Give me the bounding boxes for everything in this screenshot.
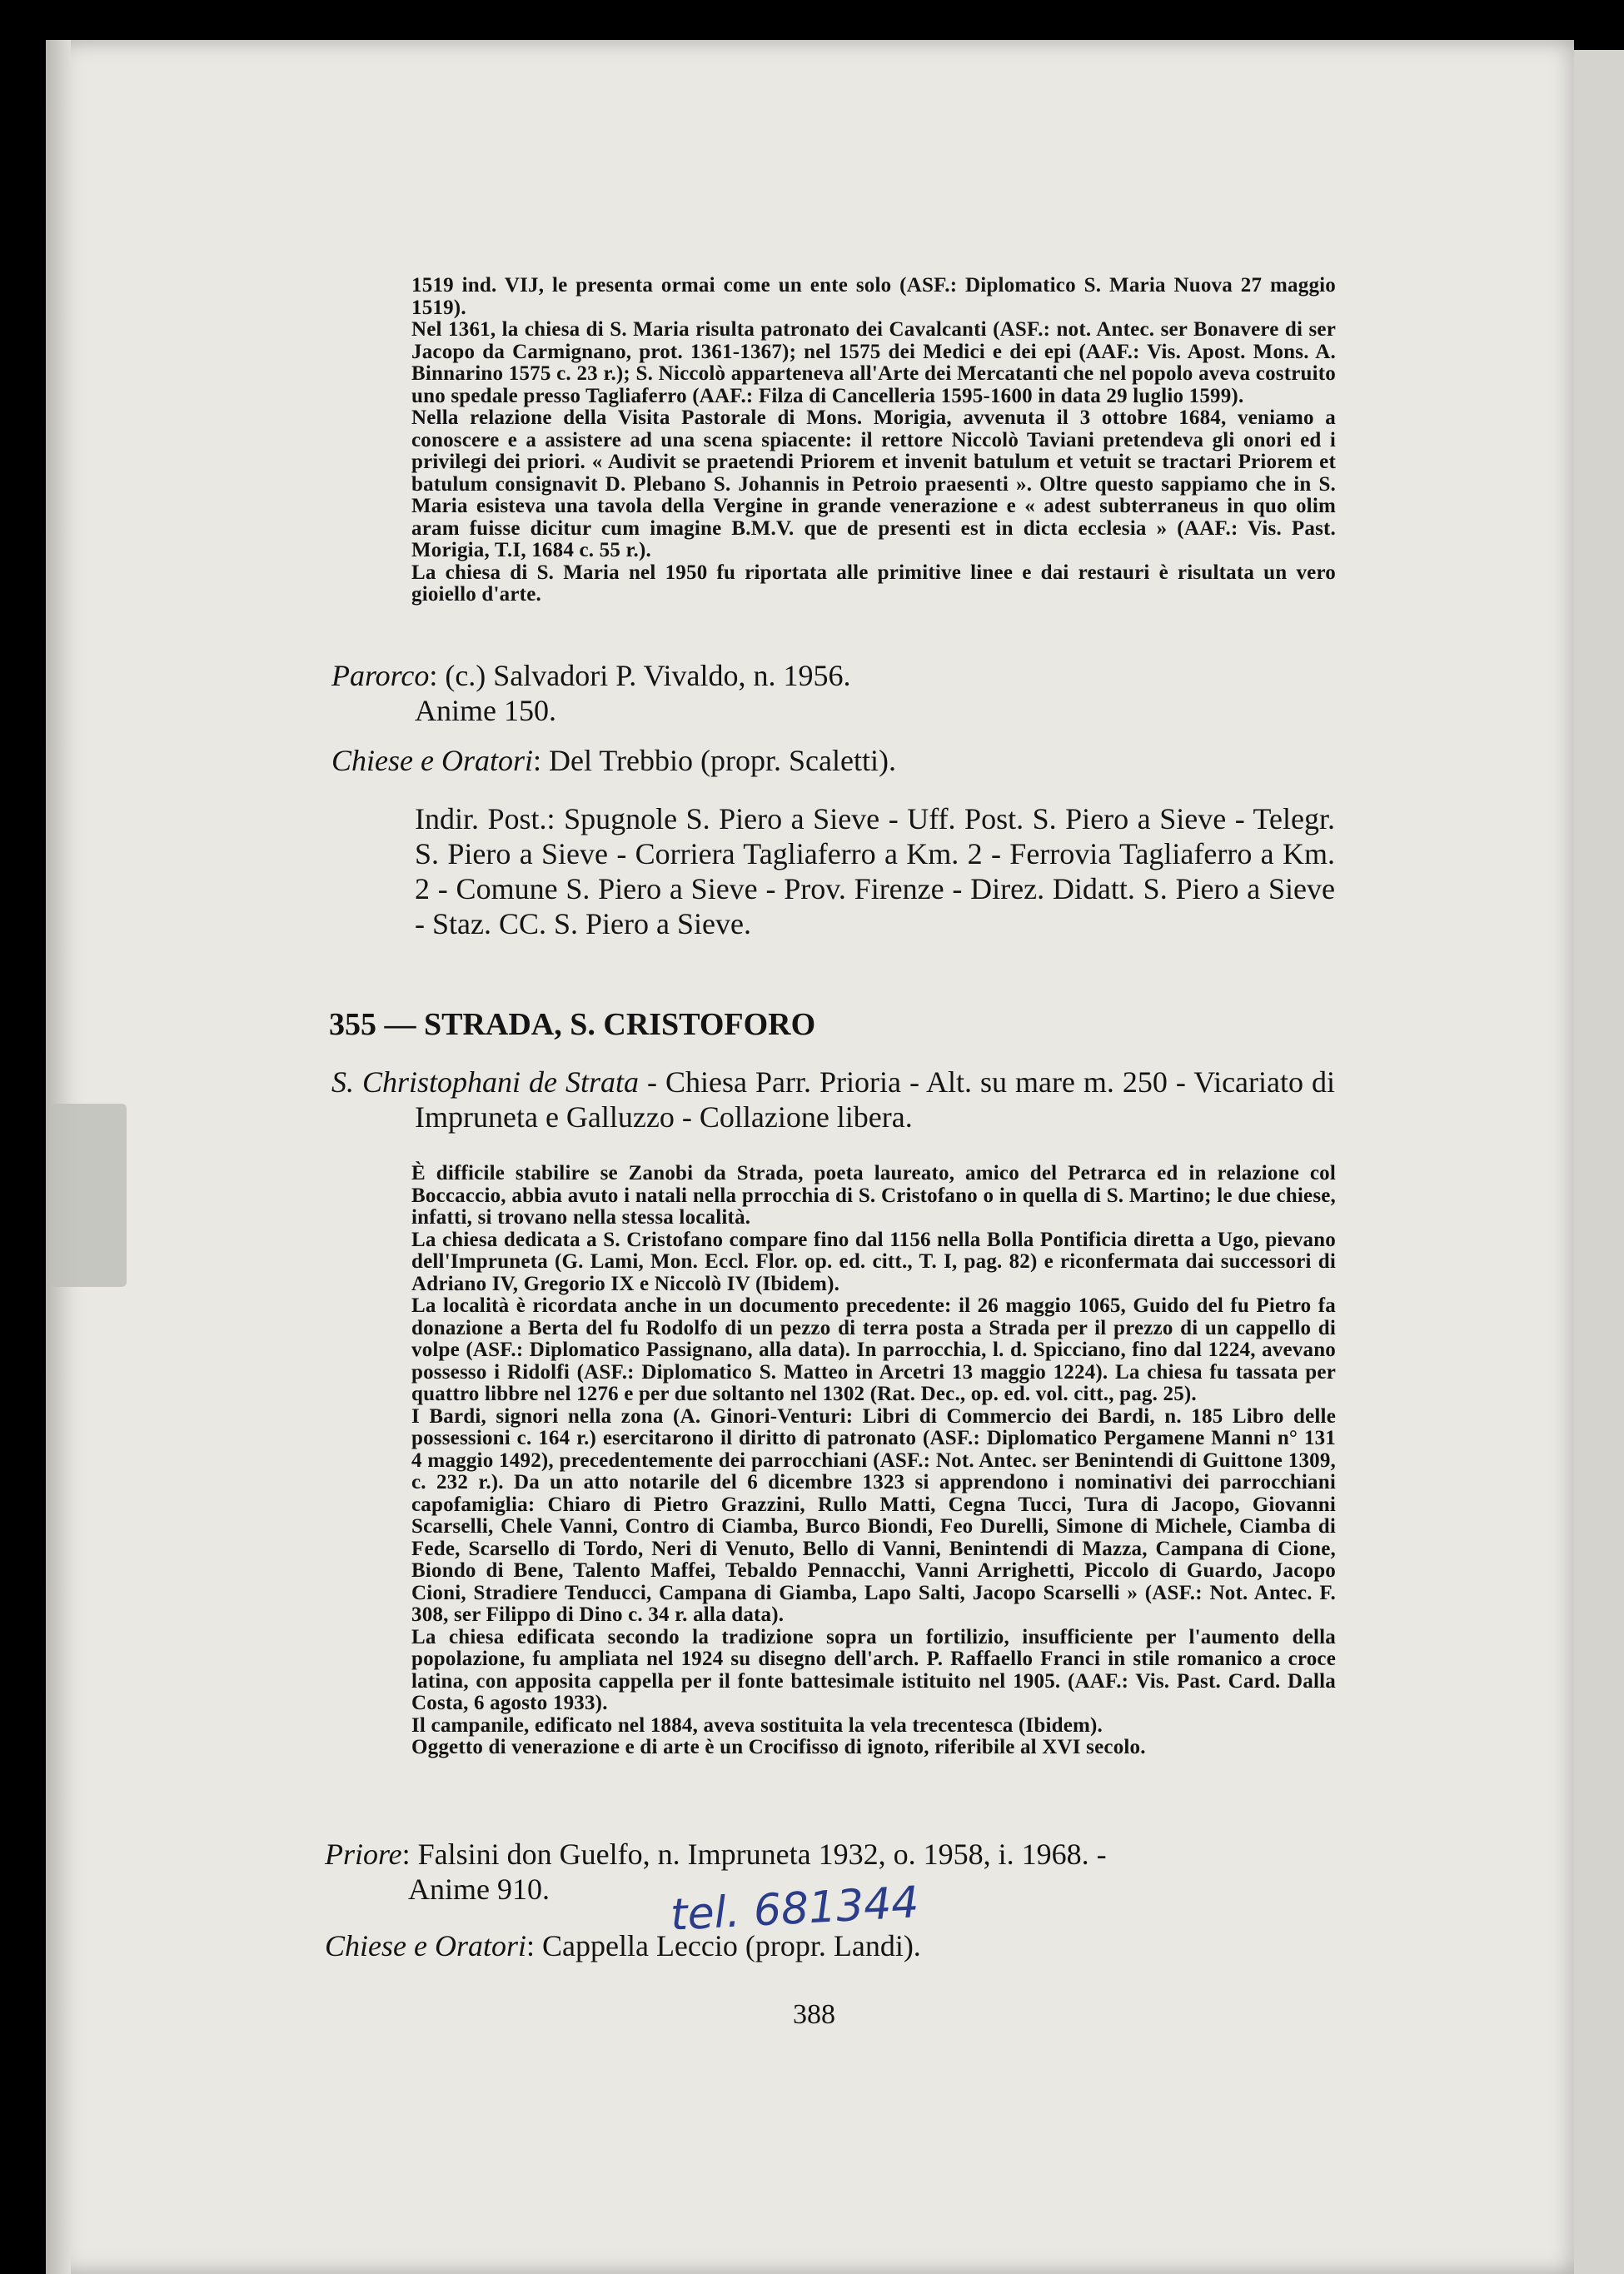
postal-info: Indir. Post.: Spugnole S. Piero a Sieve - Uff. Post. S. Piero a Sieve - Telegr. S. Piero a Sieve - Corriera Tagliaferro a Km. 2 - Ferrovia Tagliaferro a Km. 2 - Comune S. Piero a Sieve - Prov. Firenze - Direz. Didatt. S. Piero a Sieve - Staz. CC. S. Piero a Sieve. bbox=[415, 802, 1335, 940]
chiese-label: Chiese e Oratori bbox=[331, 744, 533, 777]
history-paragraph: La chiesa edificata secondo la tradizione sopra un fortilizio, insufficiente per l'aumento della popolazione, fu ampliata nel 1924 su disegno dell'arch. P. Raffaello Franci in stile romanico a croce latina, con apposita cappella per il fonte battesimale istituito nel 1905. (AAF.: Vis. Past. Card. Dalla Costa, 6 agosto 1933). bbox=[411, 1625, 1336, 1714]
history-paragraph: I Bardi, signori nella zona (A. Ginori-Venturi: Libri di Commercio dei Bardi, n. 185 Libro delle possessioni c. 164 r.) esercitarono il diritto di patronato (ASF.: Diplomatico Pergamene Manni n° 131 4 maggio 1492), precedentemente dei parrocchiani (ASF.: Not. Antec. ser Benintendi di Guittone 1309, c. 232 r.). Da un atto notarile del 6 dicembre 1323 si apprendono i nominativi dei parrocchiani capofamiglia: Chiaro di Pietro Grazzini, Rullo Matti, Cegna Tucci, Tura di Jacopo, Giovanni Scarselli, Chele Vanni, Contro di Ciamba, Burco Biondi, Feo Durelli, Simone di Michele, Ciamba di Fede, Scarsello di Tordo, Neri di Venuto, Bello di Vanni, Benintendi di Mazza, Campana di Cione, Biondo di Bene, Talento Maffei, Tebaldo Pennacchi, Vanni Arrighetti, Piccolo di Guardo, Jacopo Cioni, Stradiere Tenducci, Campana di Giamba, Lapo Salti, Jacopo Scarselli » (ASF.: Not. Antec. F. 308, ser Filippo di Dino c. 34 r. alla data). bbox=[411, 1404, 1336, 1626]
chiese-line bbox=[331, 743, 1335, 778]
parroco-text: : (c.) Salvadori P. Vivaldo, n. 1956. bbox=[429, 659, 851, 692]
history-note bbox=[411, 1163, 1336, 1759]
note-paragraph: 1519 ind. VIJ, le presenta ormai come un ente solo (ASF.: Diplomatico S. Maria Nuova 27 maggio 1519). bbox=[411, 274, 1336, 319]
chiese-text: : Del Trebbio (propr. Scaletti). bbox=[532, 744, 896, 777]
parroco-label: Parorco bbox=[331, 659, 430, 692]
note-paragraph: La chiesa di S. Maria nel 1950 fu riportata alle primitive linee e dai restauri è risultata un vero gioiello d'arte. bbox=[411, 561, 1336, 606]
anime-count: Anime 910. bbox=[408, 1873, 550, 1906]
chiese-text: : Cappella Leccio (propr. Landi). bbox=[526, 1929, 921, 1962]
chiese-label: Chiese e Oratori bbox=[325, 1929, 526, 1962]
adjacent-page bbox=[1574, 50, 1624, 2274]
note-paragraph: Nel 1361, la chiesa di S. Maria risulta patronato dei Cavalcanti (ASF.: not. Antec. ser Bonavere di ser Jacopo da Carmignano, prot. 1361-1367); nel 1575 dei Medici e dei epi (AAF.: Vis. Apost. Mons. A. Binnarino 1575 c. 23 r.); S. Niccolò apparteneva all'Arte dei Mercatanti che nel popolo aveva costruito uno spedale presso Tagliaferro (AAF.: Filza di Cancelleria 1595-1600 in data 29 luglio 1599). bbox=[411, 318, 1336, 407]
section-heading: 355 — STRADA, S. CRISTOFORO bbox=[329, 1007, 816, 1042]
parroco-line bbox=[331, 658, 1335, 693]
chiese-line bbox=[325, 1928, 1334, 1963]
history-paragraph: La località è ricordata anche in un documento precedente: il 26 maggio 1065, Guido del fu Pietro fa donazione a Berta del fu Rodolfo di un pezzo di terra posta a Strada per il prezzo di un cappello di volpe (ASF.: Diplomatico Passignano, alla data). In parrocchia, l. d. Spicciano, fino dal 1224, avevano possesso i Ridolfi (ASF.: Diplomatico S. Matteo in Arcetri 13 maggio 1224). La chiesa fu tassata per quattro libbre nel 1276 e per due soltanto nel 1302 (Rat. Dec., op. ed. vol. citt., pag. 25). bbox=[411, 1294, 1336, 1405]
priore-label: Priore bbox=[325, 1838, 402, 1871]
priore-text: : Falsini don Guelfo, n. Impruneta 1932, o. 1958, i. 1968. - bbox=[401, 1838, 1107, 1871]
section-subtitle bbox=[331, 1065, 1335, 1135]
history-paragraph: È difficile stabilire se Zanobi da Strada, poeta laureato, amico del Petrarca ed in relazione col Boccaccio, abbia avuto i natali nella prrocchia di S. Cristofano o in quella di S. Martino; le due chiese, infatti, si trovano nella stessa località. bbox=[411, 1162, 1336, 1229]
anime-count: Anime 150. bbox=[415, 694, 556, 727]
subtitle-text: - Chiesa Parr. Prioria - Alt. su mare m. 250 - Vicariato di Impruneta e Galluzzo - Collazione libera. bbox=[415, 1065, 1336, 1134]
note-paragraph: Nella relazione della Visita Pastorale di Mons. Morigia, avvenuta il 3 ottobre 1684, veniamo a conoscere e a assistere ad una scena spiacente: il rettore Niccolò Taviani pretendeva gli onori ed i privilegi dei priori. « Audivit se praetendi Priorem et invenit batulum et vetuit se tractari Priorem et batulum consignavit D. Plebano S. Johannis in Petroio praesenti ». Oltre questo sappiamo che in S. Maria esisteva una tavola della Vergine in grande venerazione e « adest subterraneus in quo olim aram fuisse dicitur cum imagine B.M.V. que de presenti est in dicta ecclesia » (AAF.: Vis. Past. Morigia, T.I, 1684 c. 55 r.). bbox=[411, 406, 1336, 561]
history-paragraph: La chiesa dedicata a S. Cristofano compare fino dal 1156 nella Bolla Pontificia diretta a Ugo, pievano dell'Impruneta (G. Lami, Mon. Eccl. Flor. op. ed. citt., T. I, pag. 82) e riconfermata dai successori di Adriano IV, Gregorio IX e Niccolò IV (Ibidem). bbox=[411, 1228, 1336, 1295]
history-paragraph: Il campanile, edificato nel 1884, aveva sostituita la vela trecentesca (Ibidem). bbox=[411, 1713, 1103, 1737]
history-paragraph: Oggetto di venerazione e di arte è un Crocifisso di ignoto, riferibile al XVI secolo. bbox=[411, 1736, 1146, 1758]
page-number: 388 bbox=[793, 1999, 835, 2030]
latin-name: S. Christophani de Strata bbox=[331, 1065, 640, 1099]
top-note bbox=[411, 275, 1336, 606]
priore-line bbox=[325, 1837, 1334, 1872]
parish-entry-1 bbox=[331, 658, 1335, 941]
handwritten-phone-note: tel. 681344 bbox=[669, 1878, 920, 1941]
plastic-clip bbox=[52, 1104, 127, 1287]
